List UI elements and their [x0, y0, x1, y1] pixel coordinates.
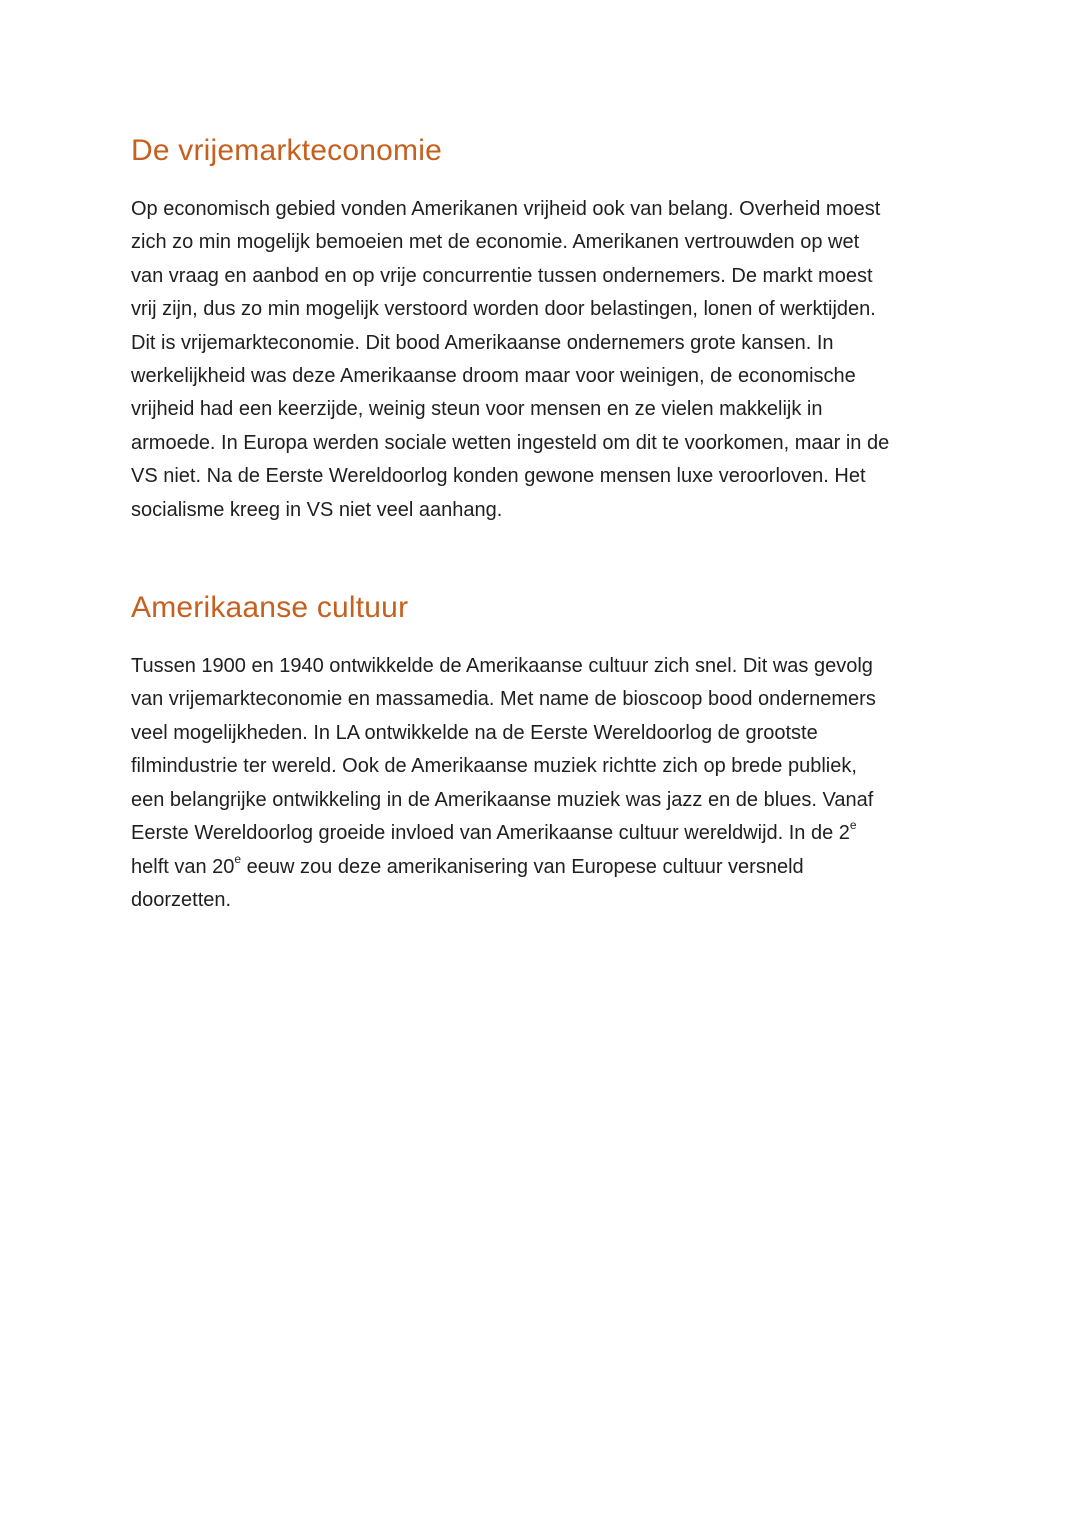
body-line: Dit is vrijemarkteconomie. Dit bood Amerikaanse ondernemers grote kansen. In [131, 331, 834, 354]
body-line: veel mogelijkheden. In LA ontwikkelde na de Eerste Wereldoorlog de grootste [131, 721, 818, 744]
body-text: eeuw zou deze amerikanisering van Europese cultuur versneld [241, 855, 804, 878]
section-vrijemarkteconomie [131, 128, 961, 527]
body-line: filmindustrie ter wereld. Ook de Amerikaanse muziek richtte zich op brede publiek, [131, 755, 857, 778]
body-line: zich zo min mogelijk bemoeien met de economie. Amerikanen vertrouwden op wet [131, 231, 860, 254]
body-line: VS niet. Na de Eerste Wereldoorlog konden gewone mensen luxe veroorloven. Het [131, 465, 866, 488]
section-body [131, 193, 961, 527]
body-line [131, 851, 961, 884]
body-line: vrij zijn, dus zo min mogelijk verstoord worden door belastingen, lonen of werktijden. [131, 298, 876, 321]
section-body [131, 650, 961, 917]
body-line: een belangrijke ontwikkeling in de Amerikaanse muziek was jazz en de blues. Vanaf [131, 788, 874, 811]
body-line: doorzetten. [131, 888, 232, 911]
body-line: socialisme kreeg in VS niet veel aanhang. [131, 498, 503, 521]
body-line: van vrijemarkteconomie en massamedia. Met name de bioscoop bood ondernemers [131, 688, 876, 711]
body-line: Op economisch gebied vonden Amerikanen vrijheid ook van belang. Overheid moest [131, 198, 881, 220]
body-line: vrijheid had een keerzijde, weinig steun voor mensen en ze vielen makkelijk in [131, 398, 823, 421]
superscript: e [234, 851, 242, 866]
body-line: werkelijkheid was deze Amerikaanse droom maar voor weinigen, de economische [131, 365, 856, 388]
body-text: Eerste Wereldoorlog groeide invloed van Amerikaanse cultuur wereldwijd. In de 2 [131, 822, 850, 845]
superscript: e [849, 818, 857, 833]
body-line [131, 817, 961, 850]
body-line: armoede. In Europa werden sociale wetten ingesteld om dit te voorkomen, maar in de [131, 431, 890, 454]
body-text: helft van 20 [131, 855, 235, 878]
document-page [131, 128, 961, 917]
section-heading: De vrijemarkteconomie [131, 134, 442, 167]
body-line: Tussen 1900 en 1940 ontwikkelde de Amerikaanse cultuur zich snel. Dit was gevolg [131, 655, 873, 678]
section-amerikaanse-cultuur [131, 585, 961, 917]
section-heading: Amerikaanse cultuur [131, 591, 409, 625]
body-line: van vraag en aanbod en op vrije concurrentie tussen ondernemers. De markt moest [131, 264, 873, 287]
